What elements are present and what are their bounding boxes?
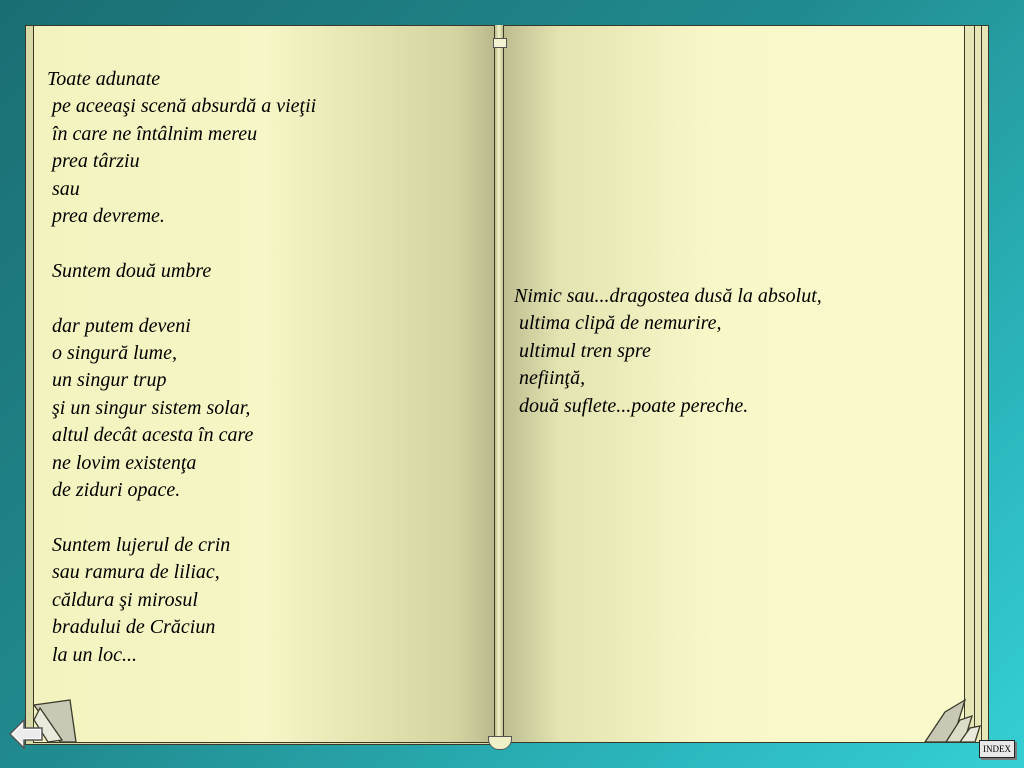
right-poem-text: Nimic sau...dragostea dusă la absolut, ultima clipă de nemurire, ultimul tren spre nefiinţă, două suflete...poate pereche. [514,285,822,417]
back-arrow-icon [8,716,44,752]
back-button[interactable] [8,716,44,752]
index-button[interactable]: INDEX [979,740,1015,758]
left-poem-text: Toate adunate pe aceeaşi scenă absurdă a vieţii în care ne întâlnim mereu prea târziu sau prea devreme. Suntem două umbre dar putem deveni o singură lume, un singur trup şi un singur sistem solar, altul decât acesta în care ne lovim existenţa de ziduri opace. Suntem lujerul de crin sau ramura de liliac, căldura şi mirosul bradului de Crăciun la un loc... [47,68,317,666]
